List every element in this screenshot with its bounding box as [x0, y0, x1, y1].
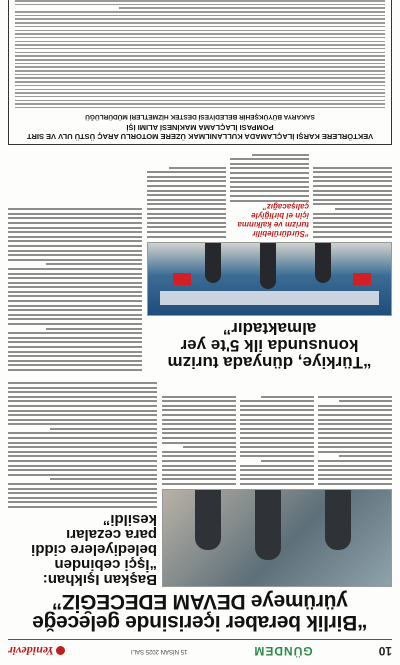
- logo-text: Yenidevir: [8, 644, 55, 659]
- second-headline: “Türkiye, dünyada turizm konusunda ilk 5'te yer almaktadır”: [167, 319, 372, 372]
- notice-subtitle: SAKARYA BÜYÜKŞEHİR BELEDİYESİ DESTEK HİZMETLERİ MÜDÜRLÜĞÜ: [85, 113, 315, 120]
- second-photo: [147, 242, 392, 316]
- public-notice: [8, 0, 392, 145]
- person-figure: [260, 243, 276, 289]
- second-article: [147, 151, 392, 371]
- person-figure: [205, 243, 221, 283]
- lead-section: [8, 377, 392, 587]
- logo-icon: [56, 646, 65, 655]
- lead-body: [162, 377, 392, 485]
- pull-quote: “Sürdürülebilir turizm ve kalkınma için el birliğiyle çalışacağız”: [237, 201, 309, 238]
- issue-date: 15 NİSAN 2025 SALI: [130, 648, 188, 654]
- side-headline: Başkan Işıkhan: “İşçi cebinden belediyelere ciddi para cezaları kesildi”: [31, 511, 157, 588]
- person-figure: [315, 243, 331, 283]
- flag-icon: [173, 273, 191, 285]
- continuation-column: [8, 151, 142, 371]
- person-figure: [255, 490, 281, 560]
- text-column: [162, 377, 236, 485]
- lead-photo: [162, 489, 392, 587]
- text-column: [230, 151, 309, 238]
- second-body: [147, 151, 392, 238]
- side-article: [8, 377, 157, 587]
- page-header: [8, 639, 392, 659]
- lead-headline: “Birlik beraber içerisinde geleceğe yürümeye DEVAM EDECEĞİZ”: [32, 590, 368, 634]
- section-title: GÜNDEM: [253, 644, 313, 658]
- page-number: 10: [378, 644, 392, 658]
- notice-title: VEKTÖRLERE KARŞI İLAÇLAMADA KULLANILMAK ÜZERE MOTORLU ARAÇ ÜSTÜ ULV VE SIRT POMPASI İLAÇLAMA MAKİNESİ ALIMI İŞİ: [26, 123, 374, 141]
- stage-banner: [160, 291, 379, 305]
- person-figure: [325, 490, 351, 550]
- person-figure: [195, 490, 221, 550]
- second-section: [8, 151, 392, 371]
- flag-icon: [353, 273, 371, 285]
- text-column: [318, 377, 392, 485]
- newspaper-logo: [8, 644, 65, 659]
- lead-article: [162, 377, 392, 587]
- text-column: [313, 151, 392, 238]
- text-column: [240, 377, 314, 485]
- text-column: [147, 151, 226, 238]
